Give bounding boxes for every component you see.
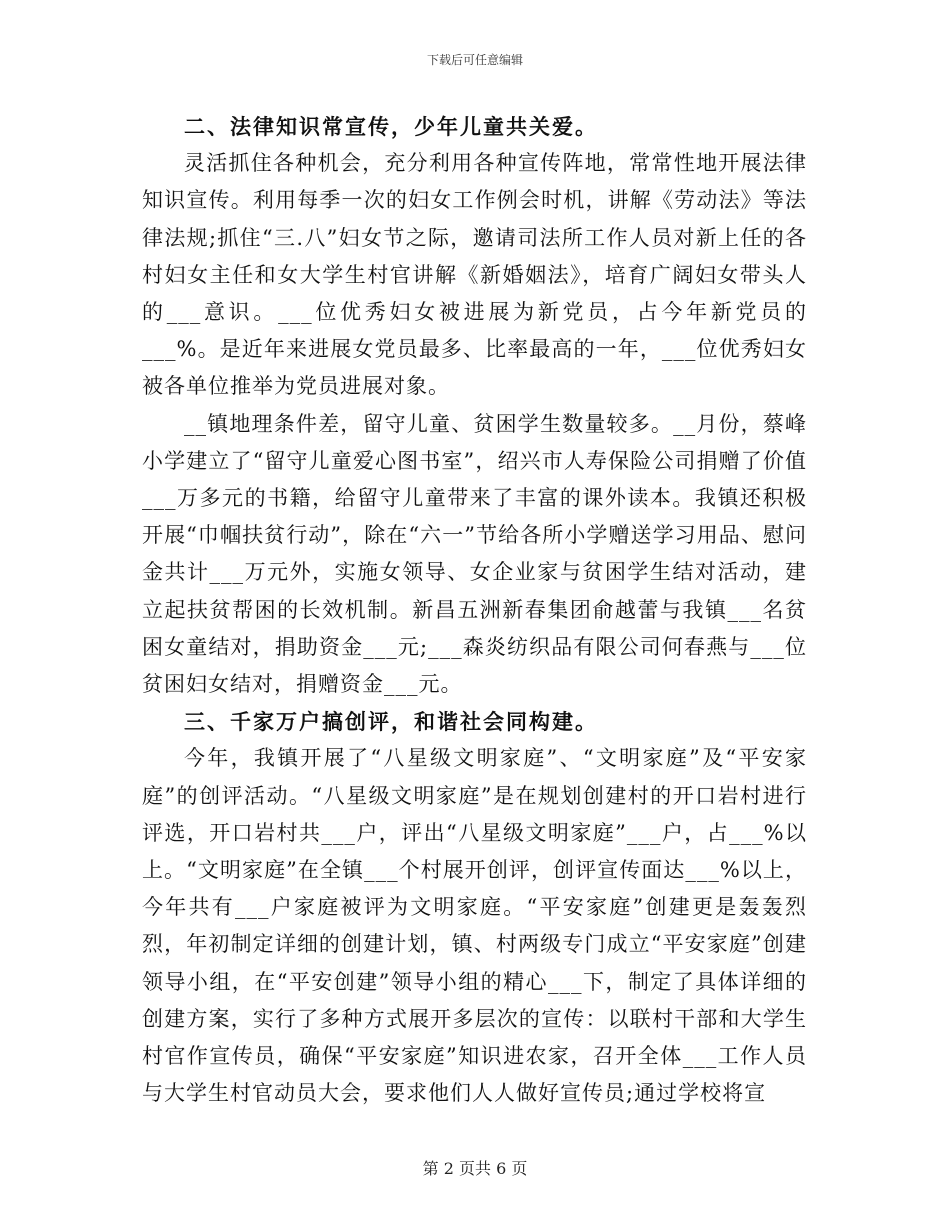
- section-heading-2: 二、法律知识常宣传，少年儿童共关爱。: [184, 114, 598, 139]
- page-footer-number: 第 2 页共 6 页: [422, 1159, 528, 1178]
- paragraph-family-campaign: 今年，我镇开展了“八星级文明家庭”、“文明家庭”及“平安家庭”的创评活动。“八星级文明家庭”是在规划创建村的开口岩村进行评选，开口岩村共___户，评出“八星级文明家庭”___户，占___%以上。“文明家庭”在全镇___个村展开创评，创评宣传面达___%以上，今年共有___户家庭被评为文明家庭。“平安家庭”创建更是轰轰烈烈，年初制定详细的创建计划，镇、村两级专门成立“平安家庭”创建领导小组，在“平安创建”领导小组的精心___下，制定了具体详细的创建方案，实行了多种方式展开多层次的宣传：以联村干部和大学生村官作宣传员，确保“平安家庭”知识进农家，召开全体___工作人员与大学生村官动员大会，要求他们人人做好宣传员;通过学校将宣: [142, 746, 807, 1106]
- section-heading-3: 三、千家万户搞创评，和谐社会同构建。: [184, 709, 598, 735]
- document-body: [142, 108, 807, 1112]
- paragraph-children-care: __镇地理条件差，留守儿童、贫困学生数量较多。__月份，蔡峰小学建立了“留守儿童爱心图书室”，绍兴市人寿保险公司捐赠了价值___万多元的书籍，给留守儿童带来了丰富的课外读本。我镇还积极开展“巾帼扶贫行动”，除在“六一”节给各所小学赠送学习用品、慰问金共计___万元外，实施女领导、女企业家与贫困学生结对活动，建立起扶贫帮困的长效机制。新昌五洲新春集团俞越蕾与我镇___名贫困女童结对，捐助资金___元;___森炎纺织品有限公司何春燕与___位贫困妇女结对，捐赠资金___元。: [142, 411, 807, 697]
- paragraph-legal-knowledge: 灵活抓住各种机会，充分利用各种宣传阵地，常常性地开展法律知识宣传。利用每季一次的妇女工作例会时机，讲解《劳动法》等法律法规;抓住“三.八”妇女节之际，邀请司法所工作人员对新上任的各村妇女主任和女大学生村官讲解《新婚姻法》，培育广阔妇女带头人的___意识。___位优秀妇女被进展为新党员，占今年新党员的___%。是近年来进展女党员最多、比率最高的一年，___位优秀妇女被各单位推举为党员进展对象。: [142, 151, 807, 399]
- page-header-note: 下载后可任意编辑: [426, 53, 523, 67]
